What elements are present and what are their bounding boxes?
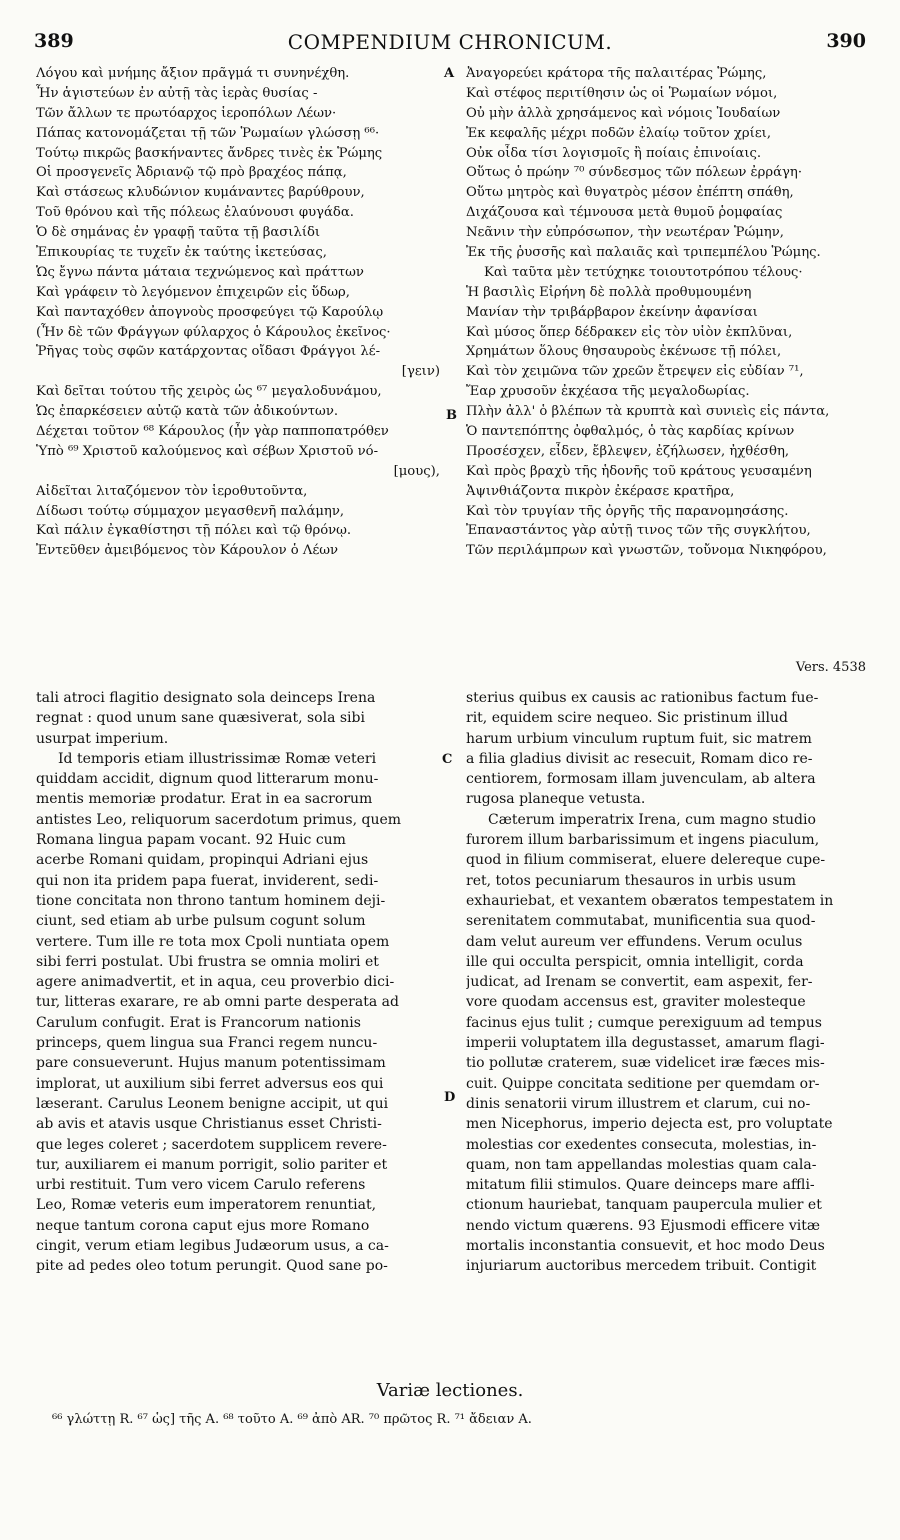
greek-line: Ἐντεῦθεν ἀμειβόμενος τὸν Κάρουλον ὁ Λέων xyxy=(36,543,339,559)
greek-line: Οἱ προσγενεῖς Ἀδριανῷ τῷ πρὸ βραχέος πάπᾳ, xyxy=(36,165,347,181)
latin-line: cingit, verum etiam legibus Judæorum usus, a ca- xyxy=(36,1238,389,1255)
latin-line: cuit. Quippe concitata seditione per quemdam or- xyxy=(466,1075,820,1092)
greek-line: Καὶ δεῖται τούτου τῆς χειρὸς ὡς ⁶⁷ μεγαλοδυνάμου, xyxy=(36,384,382,400)
variant-readings-title: Variæ lectiones. xyxy=(376,1380,524,1401)
latin-line: quam, non tam appellandas molestias quam cala- xyxy=(466,1156,817,1173)
latin-line: antistes Leo, reliquorum sacerdotum primus, quem xyxy=(36,811,402,828)
greek-line: Μανίαν τὴν τριβάρβαρον ἐκείνην ἀφανίσαι xyxy=(466,304,758,320)
greek-line: Ἐκ κεφαλῆς μέχρι ποδῶν ἐλαίῳ τοῦτον χρίει, xyxy=(466,125,772,141)
greek-line: Λόγου καὶ μνήμης ἄξιον πρᾶγμά τι συνηνέχθη. xyxy=(36,66,350,81)
greek-verse-column-right xyxy=(466,64,870,561)
greek-line: Καὶ πανταχόθεν ἀπογνοὺς προσφεύγει τῷ Καρούλῳ xyxy=(36,304,384,320)
greek-line: Καὶ τὸν τρυγίαν τῆς ὀργῆς τῆς παρανομησάσης. xyxy=(466,503,789,519)
latin-line: neque tantum corona caput ejus more Romano xyxy=(36,1217,370,1234)
greek-line: Ἀψινθιάζοντα πικρὸν ἐκέρασε κρατῆρα, xyxy=(466,483,735,499)
latin-line: exhauriebat, et vexantem obæratos tempestatem in xyxy=(466,892,834,909)
latin-line: rit, equidem scire nequeo. Sic pristinum illud xyxy=(466,710,788,727)
latin-line: ab avis et atavis usque Christianus esset Christi- xyxy=(36,1116,382,1133)
page-header xyxy=(34,30,866,60)
greek-line: Διχάζουσα καὶ τέμνουσα μετὰ θυμοῦ ῥομφαίας xyxy=(466,205,783,221)
latin-line: Carulum confugit. Erat is Francorum nationis xyxy=(36,1014,361,1031)
latin-line: men Nicephorus, imperio dejecta est, pro voluptate xyxy=(466,1116,833,1133)
greek-verse-column-left xyxy=(36,64,440,561)
greek-line: Καὶ πρὸς βραχὺ τῆς ἡδονῆς τοῦ κράτους γευσαμένη xyxy=(466,463,812,479)
greek-line: Τῶν περιλάμπρων καὶ γνωστῶν, τοὔνομα Νικηφόρου, xyxy=(466,543,827,559)
greek-line: Οὐκ οἶδα τίσι λογισμοῖς ἢ ποίαις ἐπινοίαις. xyxy=(466,145,762,161)
greek-line: Καὶ στέφος περιτίθησιν ὡς οἱ Ῥωμαίων νόμοι, xyxy=(466,85,778,101)
greek-line: (Ἦν δὲ τῶν Φράγγων φύλαρχος ὁ Κάρουλος ἐκεῖνος· xyxy=(36,324,391,340)
latin-line: dinis senatorii virum illustrem et clarum, cui no- xyxy=(466,1095,811,1112)
greek-line: Καὶ μύσος ὅπερ δέδρακεν εἰς τὸν υἱὸν ἐκπλῦναι, xyxy=(466,324,793,340)
latin-line: a filia gladius divisit ac resecuit, Romam dico re- xyxy=(466,750,813,767)
greek-line: Νεᾶνιν τὴν εὐπρόσωπον, τὴν νεωτέραν Ῥώμην, xyxy=(466,225,784,241)
margin-mark-b: B xyxy=(446,408,457,423)
greek-line: Ὡς ἐπαρκέσειεν αὐτῷ κατὰ τῶν ἀδικούντων. xyxy=(36,404,339,420)
latin-line: sterius quibus ex causis ac rationibus factum fue- xyxy=(466,690,819,706)
latin-line: Romana lingua papam vocant. 92 Huic cum xyxy=(36,832,346,849)
latin-line: Cæterum imperatrix Irena, cum magno studio xyxy=(488,811,816,828)
variant-readings: ⁶⁶ γλώττῃ R. ⁶⁷ ὡς] τῆς A. ⁶⁸ τοῦτο A. ⁶⁹ ἀπὸ AR. ⁷⁰ πρῶτος R. ⁷¹ ἄδειαν A. xyxy=(52,1412,532,1427)
greek-line: Ἐπικουρίας τε τυχεῖν ἐκ ταύτης ἱκετεύσας, xyxy=(36,245,327,261)
latin-text-column-left xyxy=(36,688,436,1277)
greek-line: Οὐ μὴν ἀλλὰ χρησάμενος καὶ νόμοις Ἰουδαίων xyxy=(466,105,781,121)
margin-mark-c: C xyxy=(442,752,453,767)
latin-line: acerbe Romani quidam, propinqui Adriani ejus xyxy=(36,852,369,869)
latin-line: Id temporis etiam illustrissimæ Romæ veteri xyxy=(58,750,377,767)
latin-line: furorem illum barbarissimum et ingens piaculum, xyxy=(466,832,820,849)
latin-line: serenitatem commutabat, munificentia sua quod- xyxy=(466,913,816,930)
latin-line: usurpat imperium. xyxy=(36,730,169,747)
latin-line: urbi restituit. Tum vero vicem Carulo referens xyxy=(36,1177,366,1194)
latin-text-column-right xyxy=(466,688,870,1277)
greek-line: Ὁ παντεπόπτης ὀφθαλμός, ὁ τὰς καρδίας κρίνων xyxy=(466,424,795,440)
latin-line: implorat, ut auxilium sibi ferret adversus eos qui xyxy=(36,1075,384,1092)
greek-line: Ὡς ἔγνω πάντα μάταια τεχνώμενος καὶ πράττων xyxy=(36,264,364,280)
greek-line: Χρημάτων ὅλους θησαυροὺς ἐκένωσε τῇ πόλει, xyxy=(466,344,782,360)
greek-line-continuation: [μους), xyxy=(393,463,440,479)
greek-line: Δέχεται τοῦτον ⁶⁸ Κάρουλος (ἦν γὰρ παπποπατρόθεν xyxy=(36,424,389,440)
latin-line: tur, litteras exarare, re ab omni parte desperata ad xyxy=(36,994,399,1011)
page-number-left: 389 xyxy=(34,30,74,52)
latin-line: Leo, Romæ veteris eum imperatorem renuntiat, xyxy=(36,1197,377,1214)
latin-line: vore quodam accensus est, graviter molesteque xyxy=(466,994,806,1011)
greek-line: Πάπας κατονομάζεται τῇ τῶν Ῥωμαίων γλώσσῃ ⁶⁶· xyxy=(36,125,380,141)
latin-line: vertere. Tum ille re tota mox Cpoli nuntiata opem xyxy=(36,933,390,950)
greek-line: Ῥῆγας τοὺς σφῶν κατάρχοντας οἴδασι Φράγγοι λέ- xyxy=(36,344,381,360)
latin-line: qui non ita pridem papa fuerat, inviderent, sedi- xyxy=(36,872,379,889)
greek-line: Προσέσχεν, εἶδεν, ἔβλεψεν, ἐζήλωσεν, ἠχθέσθη, xyxy=(466,443,790,459)
running-title: COMPENDIUM CHRONICUM. xyxy=(287,30,613,54)
greek-line-continuation: [γειν) xyxy=(401,364,440,380)
greek-line: Ἡ βασιλὶς Εἰρήνη δὲ πολλὰ προθυμουμένη xyxy=(466,284,752,300)
greek-line: Ἀναγορεύει κράτορα τῆς παλαιτέρας Ῥώμης, xyxy=(466,66,767,81)
greek-line: Ἦν ἁγιστεύων ἐν αὐτῇ τὰς ἱερὰς θυσίας - xyxy=(36,85,318,101)
greek-line: Πλὴν ἀλλ' ὁ βλέπων τὰ κρυπτὰ καὶ συνιεὶς εἰς πάντα, xyxy=(466,404,830,420)
latin-line: ret, totos pecuniarum thesauros in urbis usum xyxy=(466,872,797,889)
verse-number: Vers. 4538 xyxy=(795,660,866,675)
greek-line: Τούτῳ πικρῶς βασκήναντες ἄνδρες τινὲς ἐκ Ῥώμης xyxy=(36,145,383,161)
greek-line: Δίδωσι τούτῳ σύμμαχον μεγασθενῆ παλάμην, xyxy=(36,503,345,519)
margin-mark-a: A xyxy=(444,66,455,81)
latin-line: centiorem, formosam illam juvenculam, ab altera xyxy=(466,771,816,788)
latin-line: que leges coleret ; sacerdotem supplicem revere- xyxy=(36,1136,387,1153)
greek-line: Τῶν ἄλλων τε πρωτόαρχος ἱεροπόλων Λέων· xyxy=(36,105,337,121)
greek-line: Αἰδεῖται λιταζόμενον τὸν ἱεροθυτοῦντα, xyxy=(36,483,308,499)
latin-line: ille qui occulta perspicit, omnia intelligit, corda xyxy=(466,953,804,970)
latin-line: mentis memoriæ prodatur. Erat in ea sacrorum xyxy=(36,791,373,808)
latin-line: harum urbium vinculum ruptum fuit, sic matrem xyxy=(466,730,812,747)
latin-line: nendo victum quærens. 93 Ejusmodi efficere vitæ xyxy=(466,1217,821,1234)
latin-line: injuriarum auctoribus mercedem tribuit. Contigit xyxy=(466,1258,817,1275)
latin-line: mitatum filii stimulos. Quare deinceps mare affli- xyxy=(466,1177,815,1194)
latin-line: dam velut aureum ver effundens. Verum oculus xyxy=(466,933,803,950)
latin-line: quiddam accidit, dignum quod litterarum monu- xyxy=(36,771,379,788)
latin-line: rugosa planeque vetusta. xyxy=(466,791,646,808)
greek-line: Καὶ γράφειν τὸ λεγόμενον ἐπιχειρῶν εἰς ὕδωρ, xyxy=(36,284,350,300)
greek-line: Ἐπαναστάντος γὰρ αὐτῇ τινος τῶν τῆς συγκλήτου, xyxy=(466,523,811,539)
greek-line: Ἐκ τῆς ῥυσσῆς καὶ παλαιᾶς καὶ τριπεμπέλου Ῥώμης. xyxy=(466,245,821,261)
margin-mark-d: D xyxy=(444,1090,456,1105)
latin-line: tione concitata non throno tantum hominem deji- xyxy=(36,892,386,909)
latin-line: tio pollutæ craterem, suæ videlicet iræ fæces mis- xyxy=(466,1055,825,1072)
latin-line: molestias cor exedentes consecuta, molestias, in- xyxy=(466,1136,817,1153)
latin-line: agere animadvertit, et in aqua, ceu proverbio dici- xyxy=(36,974,395,991)
greek-line: Καὶ στάσεως κλυδώνιον κυμάναντες βαρύθρουν, xyxy=(36,185,365,201)
greek-line: Τοῦ θρόνου καὶ τῆς πόλεως ἐλαύνουσι φυγάδα. xyxy=(36,205,354,221)
latin-line: quod in filium commiserat, eluere delereque cupe- xyxy=(466,852,826,869)
latin-line: mortalis inconstantia consuevit, et hoc modo Deus xyxy=(466,1238,825,1255)
greek-line: Ὑπὸ ⁶⁹ Χριστοῦ καλούμενος καὶ σέβων Χριστοῦ νό- xyxy=(36,443,379,459)
greek-line: Οὕτως ὁ πρώην ⁷⁰ σύνδεσμος τῶν πόλεων ἐρράγη· xyxy=(466,165,803,181)
latin-line: pite ad pedes oleo totum perungit. Quod sane po- xyxy=(36,1258,388,1275)
latin-line: judicat, ad Irenam se convertit, eam aspexit, fer- xyxy=(466,974,813,991)
greek-line: Καὶ πάλιν ἐγκαθίστησι τῇ πόλει καὶ τῷ θρόνῳ. xyxy=(36,523,352,539)
page-number-right: 390 xyxy=(826,30,866,52)
latin-line: ciunt, sed etiam ab urbe pulsum cogunt solum xyxy=(36,913,366,930)
greek-line: Οὕτω μητρὸς καὶ θυγατρὸς μέσον ἐπέπτη σπάθη, xyxy=(466,185,794,201)
latin-line: pare consueverunt. Hujus manum potentissimam xyxy=(36,1055,386,1072)
latin-line: ctionum hauriebat, tanquam paupercula mulier et xyxy=(466,1197,822,1214)
greek-line: Ἔαρ χρυσοῦν ἐκχέασα τῆς μεγαλοδωρίας. xyxy=(466,384,750,400)
latin-line: sibi ferri postulat. Ubi frustra se omnia moliri et xyxy=(36,953,379,970)
latin-line: læserant. Carulus Leonem benigne accipit, ut qui xyxy=(36,1095,389,1112)
greek-line: Ὁ δὲ σημάνας ἐν γραφῇ ταῦτα τῇ βασιλίδι xyxy=(36,225,321,241)
latin-line: tali atroci flagitio designato sola deinceps Irena xyxy=(36,690,376,706)
latin-line: princeps, quem lingua sua Franci regem nuncu- xyxy=(36,1035,378,1052)
greek-line: Καὶ ταῦτα μὲν τετύχηκε τοιουτοτρόπου τέλους· xyxy=(484,264,803,280)
latin-line: regnat : quod unum sane quæsiverat, sola sibi xyxy=(36,710,365,727)
latin-line: facinus ejus tulit ; cumque perexiguum ad tempus xyxy=(466,1014,822,1031)
latin-line: imperii voluptatem illa degustasset, amarum flagi- xyxy=(466,1035,825,1052)
latin-line: tur, auxiliarem ei manum porrigit, solio pariter et xyxy=(36,1156,388,1173)
greek-line: Καὶ τὸν χειμῶνα τῶν χρεῶν ἔτρεψεν εἰς εὐδίαν ⁷¹, xyxy=(466,364,804,380)
